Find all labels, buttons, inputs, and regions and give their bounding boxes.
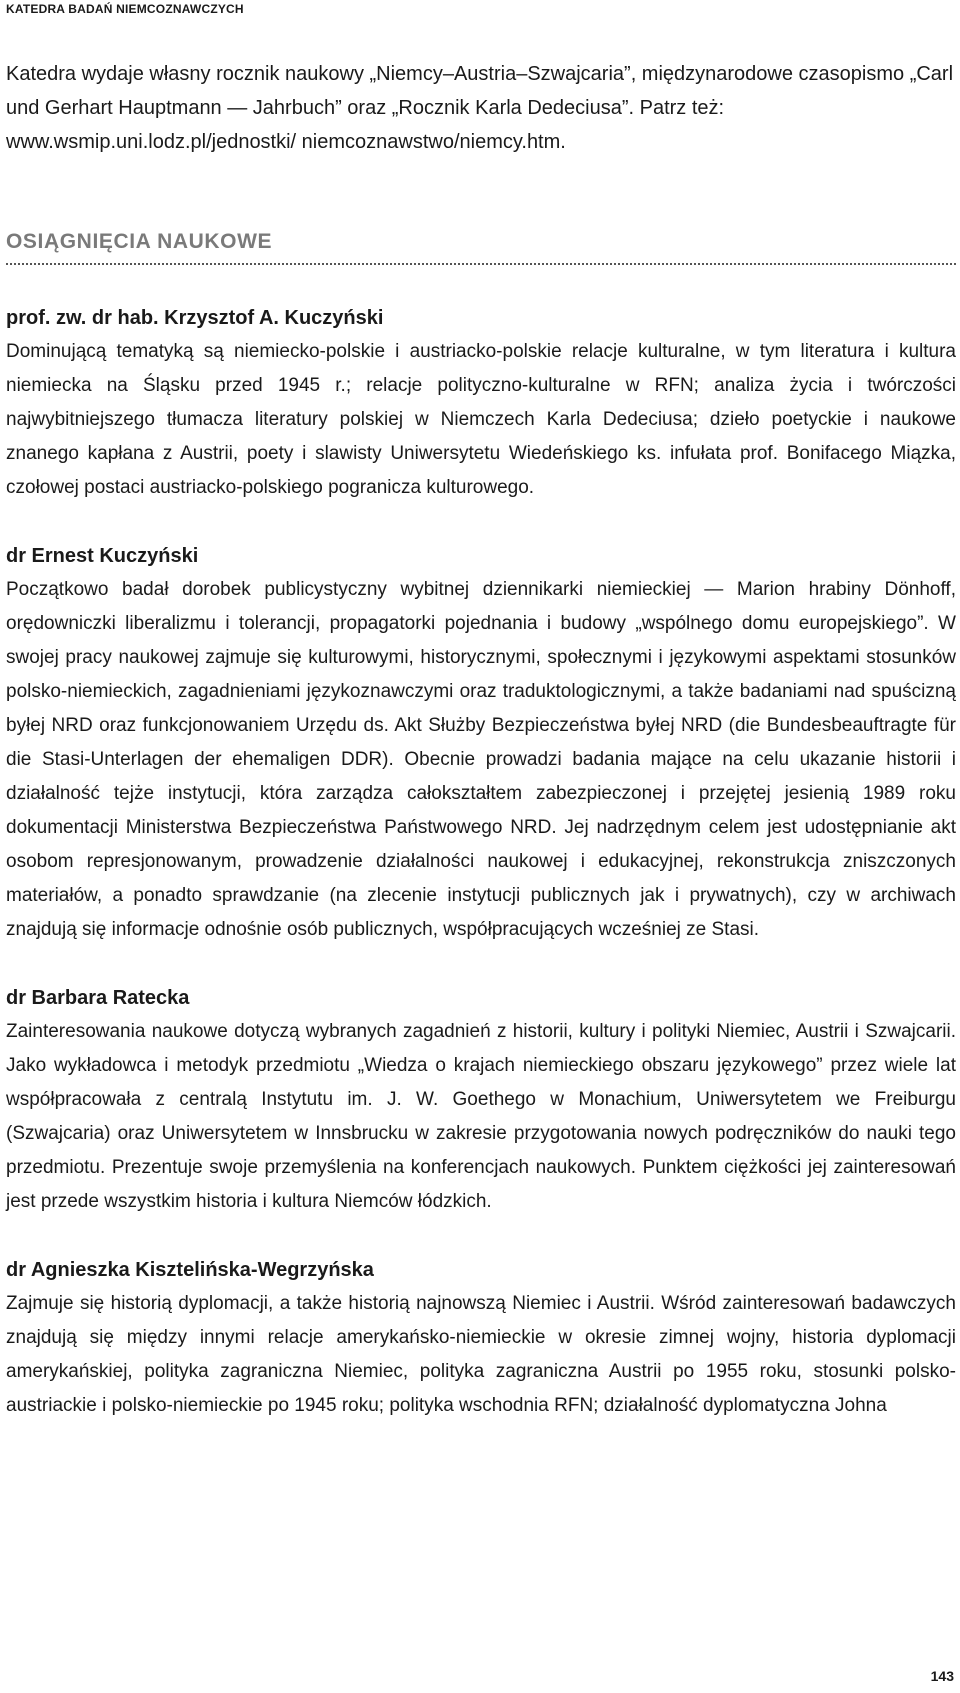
intro-paragraph: Katedra wydaje własny rocznik naukowy „Niemcy–Austria–Szwajcaria”, międzynarodowe czasopismo „Carl und Gerhart Hauptmann — Jahrbuch” oraz „Rocznik Karla Dedeciusa”. Patrz też: www.wsmip.uni.lodz.pl/jednostki/ niemcoznawstwo/niemcy.htm. (6, 63, 954, 153)
page-number: 143 (930, 1668, 954, 1684)
entry-text: Dominującą tematyką są niemiecko-polskie i austriacko-polskie relacje kulturalne, w tym literatura i kultura niemiecka na Śląsku przed 1945 r.; relacje polityczno-kulturalne w RFN; analiza życia i twórczości najwybitniejszego tłumacza literatury polskiej w Niemczech Karla Dedeciusa; dzieło poetyckie i naukowe znanego kapłana z Austrii, poety i slawisty Uniwersytetu Wiedeńskiego ks. infułata prof. Bonifacego Miązka, czołowej postaci austriacko-polskiego pogranicza kulturowego. (6, 341, 956, 498)
entries-list (6, 301, 956, 1457)
entry-kisztelinska-wegrzynska (6, 1253, 956, 1423)
entry-ratecka (6, 981, 956, 1219)
entry-name: dr Barbara Ratecka (6, 987, 190, 1009)
entry-name: dr Agnieszka Kisztelińska-Wegrzyńska (6, 1259, 374, 1281)
entry-kuczynski-ernest (6, 539, 956, 947)
entry-text: Zainteresowania naukowe dotyczą wybranych zagadnień z historii, kultury i polityki Niemiec, Austrii i Szwajcarii. Jako wykładowca i metodyk przedmiotu „Wiedza o krajach niemieckiego obszaru językowego” przez wiele lat współpracowała z centralą Instytutu im. J. W. Goethego w Monachium, Uniwersytetem we Freiburgu (Szwajcaria) oraz Uniwersytetem w Innsbrucku w zakresie przygotowania nowych podręczników do nauki tego przedmiotu. Prezentuje swoje przemyślenia na konferencjach naukowych. Punktem ciężkości jej zainteresowań jest przede wszystkim historia i kultura Niemców łódzkich. (6, 1021, 956, 1212)
entry-name: dr Ernest Kuczyński (6, 545, 199, 567)
section-divider (6, 263, 956, 265)
entry-text: Zajmuje się historią dyplomacji, a także historią najnowszą Niemiec i Austrii. Wśród zainteresowań badawczych znajdują się między innymi relacje amerykańsko-niemieckie w okresie zimnej wojny, historia dyplomacji amerykańskiej, polityka zagraniczna Niemiec, polityka zagraniczna Austrii po 1955 roku, stosunki polsko-austriackie i polsko-niemieckie po 1945 roku; polityka wschodnia RFN; działalność dyplomatyczna Johna (6, 1293, 956, 1416)
entry-name: prof. zw. dr hab. Krzysztof A. Kuczyński (6, 307, 384, 329)
entry-text: Początkowo badał dorobek publicystyczny wybitnej dziennikarki niemieckiej — Marion hrabiny Dönhoff, orędowniczki liberalizmu i tolerancji, propagatorki pojednania i budowy „wspólnego domu europejskiego”. W swojej pracy naukowej zajmuje się kulturowymi, historycznymi, społecznymi i językowymi aspektami stosunków polsko-niemieckich, zagadnieniami językoznawczymi oraz traduktologicznymi, a także badaniami nad spuścizną byłej NRD oraz funkcjonowaniem Urzędu ds. Akt Służby Bezpieczeństwa byłej NRD (die Bundesbeauftragte für die Stasi-Unterlagen der ehemaligen DDR). Obecnie prowadzi badania mające na celu ukazanie historii i działalność tejże instytucji, która zarządza całokształtem zabezpieczonej i przejętej jesienią 1989 roku dokumentacji Ministerstwa Bezpieczeństwa Państwowego NRD. Jej nadrzędnym celem jest udostępnianie akt osobom represjonowanym, prowadzenie działalności naukowej i edukacyjnej, rekonstrukcja zniszczonych materiałów, a ponadto sprawdzanie (na zlecenie instytucji publicznych jak i prywatnych), czy w archiwach znajdują się informacje odnośnie osób publicznych, współpracujących wcześniej ze Stasi. (6, 579, 956, 940)
section-heading: OSIĄGNIĘCIA NAUKOWE (6, 230, 273, 253)
running-head: KATEDRA BADAŃ NIEMCOZNAWCZYCH (6, 2, 244, 16)
entry-kuczynski-krzysztof (6, 301, 956, 505)
